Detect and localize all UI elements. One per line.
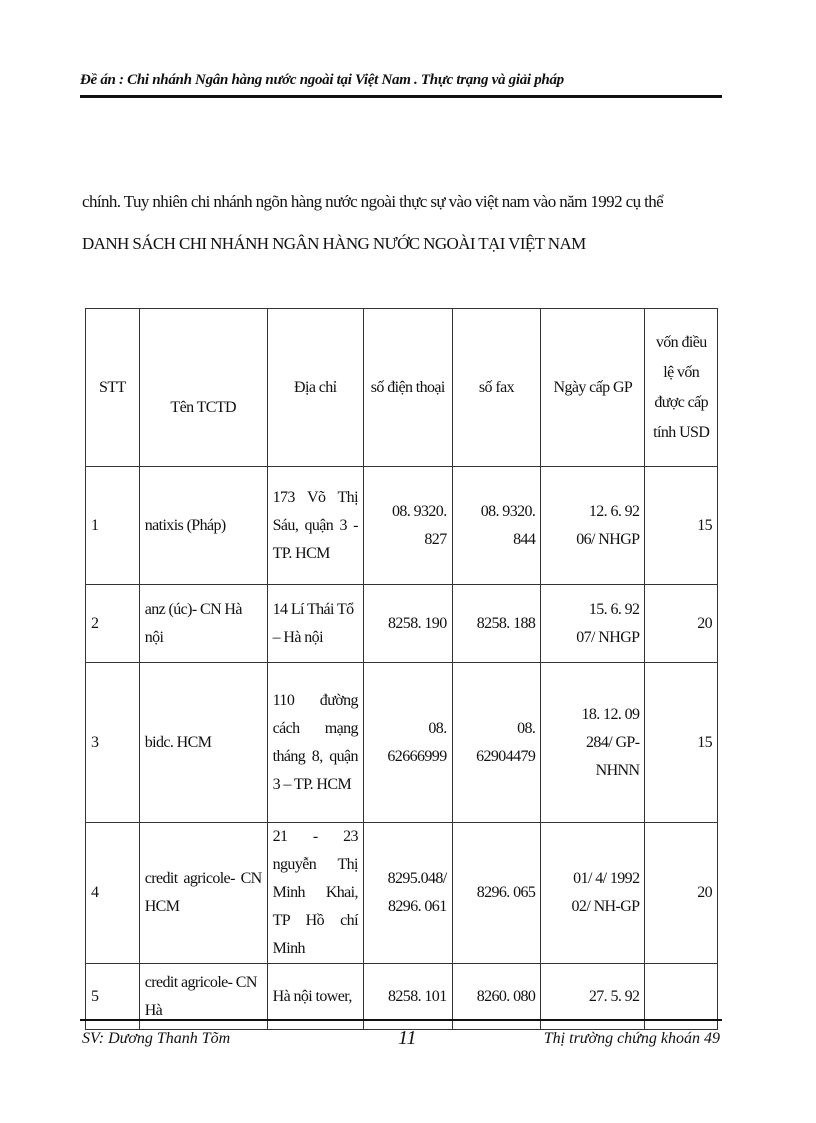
col-stt: STT bbox=[86, 309, 140, 467]
cell-name: credit agricole- CN HCM bbox=[139, 823, 267, 964]
cell-name: anz (úc)- CN Hà nội bbox=[139, 585, 267, 663]
license-value: 02/ NH-GP bbox=[571, 898, 640, 915]
footer-course: Thị trường chứng khoán 49 bbox=[543, 1030, 720, 1047]
cell-stt: 2 bbox=[86, 585, 140, 663]
cell-fax: 8296. 065 bbox=[452, 823, 541, 964]
table-row bbox=[86, 823, 718, 964]
cell-phone: 08. 9320. 827 bbox=[363, 467, 452, 585]
col-name: Tên TCTD bbox=[139, 309, 267, 467]
cell-stt: 1 bbox=[86, 467, 140, 585]
footer-rule bbox=[80, 1019, 722, 1021]
license-value: 06/ NHGP bbox=[576, 530, 640, 548]
cell-stt: 5 bbox=[86, 964, 140, 1030]
cell-fax: 8260. 080 bbox=[452, 964, 541, 1030]
date-value: 18. 12. 09 bbox=[581, 705, 640, 723]
col-fax: số fax bbox=[452, 309, 541, 467]
license-value: 284/ GP-NHNN bbox=[586, 733, 640, 779]
bank-branch-table bbox=[85, 308, 718, 1030]
cell-fax: 8258. 188 bbox=[452, 585, 541, 663]
cell-phone: 8295.048/ 8296. 061 bbox=[363, 823, 452, 964]
cell-stt: 3 bbox=[86, 663, 140, 823]
cell-capital: 20 bbox=[645, 585, 718, 663]
cell-name: natixis (Pháp) bbox=[139, 467, 267, 585]
cell-capital: 15 bbox=[645, 663, 718, 823]
cell-address: 14 Lí Thái Tổ – Hà nội bbox=[267, 585, 363, 663]
table-row bbox=[86, 663, 718, 823]
cell-date bbox=[541, 823, 645, 964]
date-value: 12. 6. 92 bbox=[588, 502, 640, 520]
cell-address: 110 đường cách mạng tháng 8, quận 3 – TP. HCM bbox=[267, 663, 363, 823]
cell-fax: 08. 9320. 844 bbox=[452, 467, 541, 585]
col-address: Địa chỉ bbox=[267, 309, 363, 467]
cell-name: credit agricole- CN Hà bbox=[139, 964, 267, 1030]
cell-date bbox=[541, 585, 645, 663]
cell-fax: 08. 62904479 bbox=[452, 663, 541, 823]
cell-phone: 8258. 190 bbox=[363, 585, 452, 663]
cell-phone: 8258. 101 bbox=[363, 964, 452, 1030]
footer-author: SV: Dương Thanh Tõm bbox=[82, 1030, 231, 1047]
intro-paragraph: chính. Tuy nhiên chi nhánh ngõn hàng nước ngoài thực sự vào việt nam vào năm 1992 cụ thể bbox=[82, 192, 664, 211]
cell-capital: 15 bbox=[645, 467, 718, 585]
cell-address: Hà nội tower, bbox=[267, 964, 363, 1030]
date-value: 15. 6. 92 bbox=[588, 600, 640, 618]
date-value: 01/ 4/ 1992 bbox=[573, 870, 640, 887]
col-phone: số điện thoại bbox=[363, 309, 452, 467]
table-row bbox=[86, 467, 718, 585]
col-capital: vốn điều lệ vốn được cấp tính USD bbox=[645, 309, 718, 467]
table-header-row bbox=[86, 309, 718, 467]
header-rule bbox=[80, 95, 722, 98]
cell-date bbox=[541, 663, 645, 823]
cell-address: 173 Võ Thị Sáu, quận 3 -TP. HCM bbox=[267, 467, 363, 585]
date-value: 27. 5. 92 bbox=[588, 987, 640, 1005]
cell-date bbox=[541, 467, 645, 585]
document-header: Đề án : Chi nhánh Ngân hàng nước ngoài tại Việt Nam . Thực trạng và giải pháp bbox=[80, 72, 564, 88]
table-row bbox=[86, 585, 718, 663]
cell-address: 21 - 23 nguyễn Thị Minh Khai, TP Hồ chí Minh bbox=[267, 823, 363, 964]
license-value: 07/ NHGP bbox=[576, 628, 640, 646]
cell-phone: 08. 62666999 bbox=[363, 663, 452, 823]
col-date: Ngày cấp GP bbox=[541, 309, 645, 467]
page-number: 11 bbox=[398, 1027, 417, 1049]
table-title: DANH SÁCH CHI NHÁNH NGÂN HÀNG NƯỚC NGOÀI TẠI VIỆT NAM bbox=[82, 234, 586, 253]
cell-name: bidc. HCM bbox=[139, 663, 267, 823]
cell-capital: 20 bbox=[645, 823, 718, 964]
cell-stt: 4 bbox=[86, 823, 140, 964]
